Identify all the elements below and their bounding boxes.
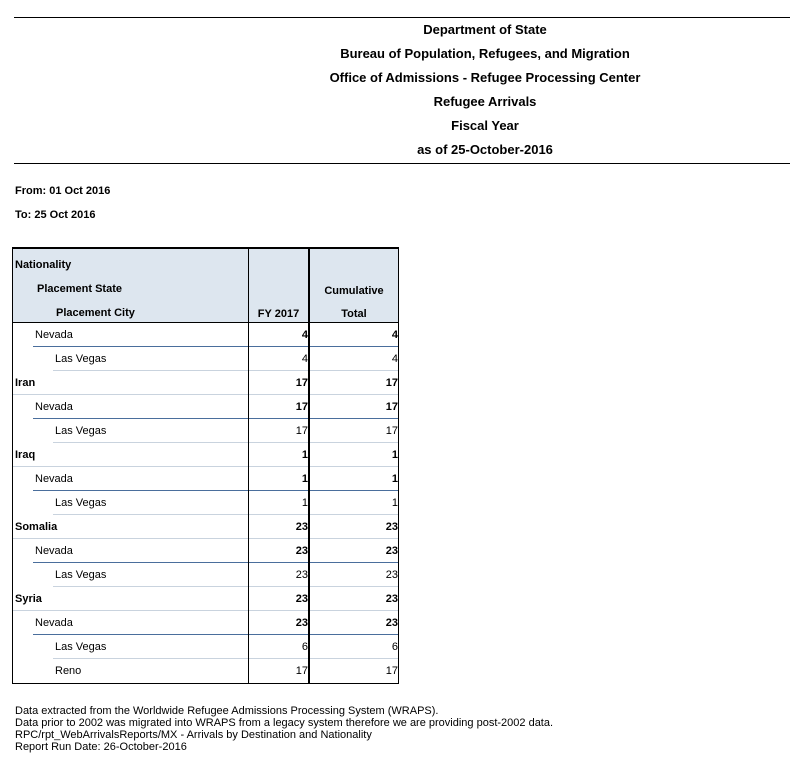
table-row bbox=[13, 467, 399, 491]
table-row bbox=[13, 635, 399, 659]
row-location-cell: Las Vegas bbox=[13, 347, 249, 371]
report-footer bbox=[15, 705, 553, 753]
row-location-cell: Syria bbox=[13, 587, 249, 611]
table-header-row bbox=[13, 248, 399, 323]
header-cumulative-line2: Total bbox=[341, 308, 367, 320]
row-total-cell: 23 bbox=[309, 515, 399, 539]
table-row bbox=[13, 515, 399, 539]
table-body bbox=[13, 323, 399, 684]
footer-source-note: Data extracted from the Worldwide Refugee Admissions Processing System (WRAPS). bbox=[15, 705, 439, 717]
row-location-cell: Las Vegas bbox=[13, 635, 249, 659]
row-fy-cell: 23 bbox=[249, 611, 310, 635]
table-row bbox=[13, 395, 399, 419]
row-location-cell: Nevada bbox=[13, 467, 249, 491]
row-location-cell: Nevada bbox=[13, 539, 249, 563]
header-top-rule bbox=[14, 17, 790, 18]
footer-report-id: RPC/rpt_WebArrivalsReports/MX - Arrivals by Destination and Nationality bbox=[15, 729, 372, 741]
to-date: To: 25 Oct 2016 bbox=[15, 209, 96, 221]
row-total-cell: 17 bbox=[309, 419, 399, 443]
report-as-of-date: as of 25-October-2016 bbox=[417, 142, 553, 157]
row-fy-cell: 23 bbox=[249, 587, 310, 611]
row-total-cell: 1 bbox=[309, 443, 399, 467]
table-row bbox=[13, 419, 399, 443]
row-location-cell: Las Vegas bbox=[13, 563, 249, 587]
report-office: Office of Admissions - Refugee Processing Center bbox=[329, 70, 641, 85]
row-fy-cell: 6 bbox=[249, 635, 310, 659]
row-location-cell: Iran bbox=[13, 371, 249, 395]
row-fy-cell: 17 bbox=[249, 371, 310, 395]
row-location-cell: Nevada bbox=[13, 611, 249, 635]
row-total-cell: 17 bbox=[309, 371, 399, 395]
row-location-cell: Reno bbox=[13, 659, 249, 684]
column-header-cumulative bbox=[309, 248, 399, 323]
table-row bbox=[13, 587, 399, 611]
row-total-cell: 23 bbox=[309, 539, 399, 563]
table-row bbox=[13, 371, 399, 395]
row-location-cell: Las Vegas bbox=[13, 491, 249, 515]
row-fy-cell: 17 bbox=[249, 659, 310, 684]
footer-legacy-note: Data prior to 2002 was migrated into WRAPS from a legacy system therefore we are providing post-2002 data. bbox=[15, 717, 554, 729]
header-bottom-rule bbox=[14, 163, 790, 164]
table-row bbox=[13, 539, 399, 563]
report-bureau: Bureau of Population, Refugees, and Migration bbox=[340, 46, 630, 61]
report-period: Fiscal Year bbox=[451, 118, 519, 133]
column-header-location bbox=[13, 248, 249, 323]
row-total-cell: 1 bbox=[309, 467, 399, 491]
report-title: Refugee Arrivals bbox=[433, 94, 537, 109]
row-location-cell: Somalia bbox=[13, 515, 249, 539]
row-location-cell: Nevada bbox=[13, 323, 249, 348]
column-header-fy bbox=[249, 248, 310, 323]
row-total-cell: 6 bbox=[309, 635, 399, 659]
row-fy-cell: 17 bbox=[249, 395, 310, 419]
row-location-cell: Nevada bbox=[13, 395, 249, 419]
row-fy-cell: 23 bbox=[249, 539, 310, 563]
row-total-cell: 17 bbox=[309, 395, 399, 419]
row-fy-cell: 23 bbox=[249, 563, 310, 587]
from-date: From: 01 Oct 2016 bbox=[15, 185, 111, 197]
row-fy-cell: 4 bbox=[249, 323, 310, 348]
table-row bbox=[13, 323, 399, 348]
table-row bbox=[13, 611, 399, 635]
table-row bbox=[13, 491, 399, 515]
row-location-cell: Iraq bbox=[13, 443, 249, 467]
row-fy-cell: 17 bbox=[249, 419, 310, 443]
row-total-cell: 23 bbox=[309, 563, 399, 587]
row-total-cell: 4 bbox=[309, 323, 399, 348]
row-total-cell: 4 bbox=[309, 347, 399, 371]
table-row bbox=[13, 563, 399, 587]
table-row bbox=[13, 443, 399, 467]
row-total-cell: 17 bbox=[309, 659, 399, 684]
row-total-cell: 1 bbox=[309, 491, 399, 515]
row-total-cell: 23 bbox=[309, 587, 399, 611]
table-row bbox=[13, 347, 399, 371]
row-fy-cell: 1 bbox=[249, 467, 310, 491]
header-cumulative-line1: Cumulative bbox=[324, 285, 384, 297]
row-fy-cell: 1 bbox=[249, 443, 310, 467]
table-row bbox=[13, 659, 399, 684]
row-location-cell: Las Vegas bbox=[13, 419, 249, 443]
row-fy-cell: 1 bbox=[249, 491, 310, 515]
row-fy-cell: 23 bbox=[249, 515, 310, 539]
header-fy-label: FY 2017 bbox=[257, 308, 300, 320]
report-agency: Department of State bbox=[423, 22, 547, 37]
header-placement-city: Placement City bbox=[56, 307, 135, 319]
row-fy-cell: 4 bbox=[249, 347, 310, 371]
row-total-cell: 23 bbox=[309, 611, 399, 635]
arrivals-table bbox=[12, 247, 399, 684]
header-placement-state: Placement State bbox=[37, 283, 122, 295]
footer-run-date: Report Run Date: 26-October-2016 bbox=[15, 741, 187, 753]
header-nationality: Nationality bbox=[15, 259, 72, 271]
